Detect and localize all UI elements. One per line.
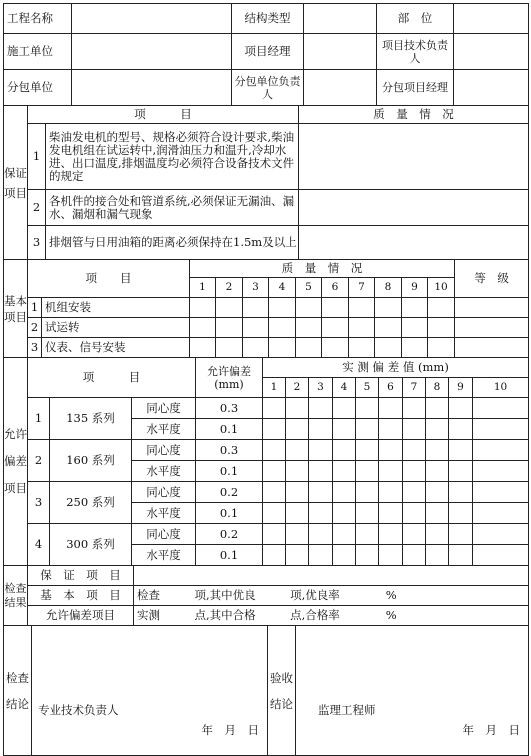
- deviation-col-number: 4: [333, 378, 356, 398]
- deviation-cell[interactable]: [449, 461, 473, 482]
- basic-cell[interactable]: [402, 338, 428, 358]
- check-person-label: 专业技术负责人: [38, 703, 119, 717]
- basic-cell[interactable]: [349, 318, 375, 338]
- basic-side-label: 基本项目: [4, 260, 28, 358]
- deviation-row-value: 0.3: [196, 440, 263, 461]
- deviation-row-name: 水平度: [132, 503, 196, 524]
- check-date-label: 年 月 日: [201, 723, 259, 737]
- basic-cell[interactable]: [190, 338, 216, 358]
- guarantee-side-label: 保证项目: [4, 106, 28, 260]
- basic-cell[interactable]: [269, 318, 296, 338]
- deviation-cell[interactable]: [263, 482, 286, 503]
- deviation-group-series: 300 系列: [50, 524, 132, 566]
- structure-type-value[interactable]: [304, 4, 377, 34]
- deviation-cell[interactable]: [286, 524, 309, 545]
- deviation-cell[interactable]: [473, 503, 529, 524]
- deviation-table: [3, 357, 529, 566]
- basic-grade-cell[interactable]: [455, 318, 529, 338]
- subcontract-unit-label: 分包单位: [4, 70, 72, 106]
- basic-cell[interactable]: [428, 338, 455, 358]
- basic-item-text: 机组安装: [42, 298, 190, 318]
- basic-cell[interactable]: [375, 338, 402, 358]
- deviation-cell[interactable]: [333, 524, 356, 545]
- deviation-cell[interactable]: [426, 398, 449, 419]
- deviation-row-value: 0.3: [196, 398, 263, 419]
- result-table: [3, 565, 529, 626]
- deviation-cell[interactable]: [333, 545, 356, 566]
- deviation-cell[interactable]: [333, 503, 356, 524]
- deviation-cell[interactable]: [286, 545, 309, 566]
- deviation-row-name: 同心度: [132, 398, 196, 419]
- result-allow-label: 允许偏差项目: [28, 606, 134, 626]
- basic-col-number: 2: [216, 278, 243, 298]
- check-conclusion-label: 检查结论: [4, 626, 32, 756]
- deviation-cell[interactable]: [286, 440, 309, 461]
- deviation-cell[interactable]: [449, 503, 473, 524]
- basic-cell[interactable]: [190, 298, 216, 318]
- deviation-cell[interactable]: [403, 398, 426, 419]
- deviation-cell[interactable]: [333, 482, 356, 503]
- deviation-cell[interactable]: [309, 482, 333, 503]
- deviation-cell[interactable]: [356, 440, 379, 461]
- deviation-row-name: 水平度: [132, 419, 196, 440]
- header-table: [3, 3, 529, 106]
- subcontract-manager-label: 分包项目经理: [377, 70, 454, 106]
- deviation-cell[interactable]: [356, 545, 379, 566]
- deviation-cell[interactable]: [449, 398, 473, 419]
- deviation-row-value: 0.2: [196, 482, 263, 503]
- deviation-cell[interactable]: [309, 461, 333, 482]
- result-guarantee-value[interactable]: [134, 566, 529, 586]
- deviation-row-value: 0.1: [196, 419, 263, 440]
- basic-item-no: 2: [28, 318, 42, 338]
- deviation-cell[interactable]: [473, 545, 529, 566]
- project-name-value[interactable]: [72, 4, 232, 34]
- guarantee-quality-cell[interactable]: [299, 190, 529, 226]
- deviation-cell[interactable]: [379, 524, 403, 545]
- deviation-cell[interactable]: [449, 419, 473, 440]
- basic-cell[interactable]: [296, 338, 322, 358]
- result-allow-text: 实测 点,其中合格 点,合格率 %: [134, 606, 529, 626]
- deviation-cell[interactable]: [379, 419, 403, 440]
- basic-item-text: 仪表、信号安装: [42, 338, 190, 358]
- basic-cell[interactable]: [375, 298, 402, 318]
- deviation-row-value: 0.1: [196, 503, 263, 524]
- deviation-cell[interactable]: [473, 419, 529, 440]
- deviation-row-name: 水平度: [132, 461, 196, 482]
- project-manager-label: 项目经理: [232, 34, 304, 70]
- deviation-col-number: 6: [379, 378, 403, 398]
- result-basic-text: 检查 项,其中优良 项,优良率 %: [134, 586, 529, 606]
- deviation-cell[interactable]: [309, 524, 333, 545]
- deviation-cell[interactable]: [379, 398, 403, 419]
- basic-cell[interactable]: [216, 338, 243, 358]
- deviation-allow-header: 允许偏差(mm): [196, 358, 263, 398]
- deviation-cell[interactable]: [286, 398, 309, 419]
- deviation-cell[interactable]: [379, 461, 403, 482]
- deviation-cell[interactable]: [356, 482, 379, 503]
- deviation-cell[interactable]: [309, 545, 333, 566]
- conclusion-table: [3, 625, 529, 756]
- basic-col-number: 7: [349, 278, 375, 298]
- deviation-cell[interactable]: [333, 440, 356, 461]
- deviation-cell[interactable]: [286, 419, 309, 440]
- deviation-group-series: 160 系列: [50, 440, 132, 482]
- check-conclusion-area[interactable]: [32, 626, 268, 756]
- subcontract-manager-value[interactable]: [454, 70, 529, 106]
- deviation-cell[interactable]: [426, 482, 449, 503]
- guarantee-quality-cell[interactable]: [299, 226, 529, 260]
- deviation-cell[interactable]: [379, 482, 403, 503]
- deviation-group-no: 3: [28, 482, 50, 524]
- basic-col-number: 4: [269, 278, 296, 298]
- subcontract-unit-value[interactable]: [72, 70, 232, 106]
- construction-unit-label: 施工单位: [4, 34, 72, 70]
- deviation-item-header: 项 目: [28, 358, 196, 398]
- deviation-cell[interactable]: [449, 482, 473, 503]
- deviation-cell[interactable]: [309, 398, 333, 419]
- deviation-cell[interactable]: [473, 524, 529, 545]
- deviation-cell[interactable]: [449, 524, 473, 545]
- deviation-cell[interactable]: [309, 440, 333, 461]
- deviation-cell[interactable]: [263, 524, 286, 545]
- deviation-cell[interactable]: [403, 419, 426, 440]
- deviation-cell[interactable]: [309, 503, 333, 524]
- basic-cell[interactable]: [322, 338, 349, 358]
- deviation-cell[interactable]: [263, 398, 286, 419]
- deviation-cell[interactable]: [286, 503, 309, 524]
- basic-grade-header: 等 级: [455, 260, 529, 298]
- position-value[interactable]: [454, 4, 529, 34]
- result-side-label: 检查结果: [4, 566, 28, 626]
- guarantee-item-text: 各机件的接合处和管道系统,必须保证无漏油、漏水、漏烟和漏气现象: [46, 190, 299, 226]
- construction-unit-value[interactable]: [72, 34, 232, 70]
- deviation-row-name: 同心度: [132, 440, 196, 461]
- basic-cell[interactable]: [402, 318, 428, 338]
- deviation-cell[interactable]: [403, 503, 426, 524]
- basic-col-number: 1: [190, 278, 216, 298]
- deviation-cell[interactable]: [473, 461, 529, 482]
- deviation-row-value: 0.1: [196, 461, 263, 482]
- deviation-cell[interactable]: [333, 461, 356, 482]
- deviation-cell[interactable]: [263, 440, 286, 461]
- deviation-group-no: 2: [28, 440, 50, 482]
- deviation-cell[interactable]: [426, 419, 449, 440]
- deviation-cell[interactable]: [379, 503, 403, 524]
- deviation-cell[interactable]: [356, 503, 379, 524]
- basic-cell[interactable]: [243, 338, 269, 358]
- deviation-cell[interactable]: [333, 419, 356, 440]
- deviation-cell[interactable]: [286, 482, 309, 503]
- deviation-cell[interactable]: [426, 524, 449, 545]
- deviation-group-series: 135 系列: [50, 398, 132, 440]
- tech-lead-value[interactable]: [454, 34, 529, 70]
- basic-cell[interactable]: [349, 298, 375, 318]
- deviation-cell[interactable]: [426, 440, 449, 461]
- basic-cell[interactable]: [322, 318, 349, 338]
- position-label: 部 位: [377, 4, 454, 34]
- deviation-cell[interactable]: [379, 545, 403, 566]
- deviation-cell[interactable]: [403, 440, 426, 461]
- deviation-col-number: 5: [356, 378, 379, 398]
- deviation-measured-header: 实 测 偏 差 值 (mm): [263, 358, 529, 378]
- deviation-cell[interactable]: [356, 461, 379, 482]
- deviation-cell[interactable]: [356, 398, 379, 419]
- deviation-col-number: 3: [309, 378, 333, 398]
- basic-col-number: 5: [296, 278, 322, 298]
- accept-conclusion-area[interactable]: [296, 626, 529, 756]
- basic-cell[interactable]: [296, 298, 322, 318]
- basic-cell[interactable]: [296, 318, 322, 338]
- basic-col-number: 10: [428, 278, 455, 298]
- basic-cell[interactable]: [375, 318, 402, 338]
- deviation-cell[interactable]: [356, 524, 379, 545]
- basic-grade-cell[interactable]: [455, 298, 529, 318]
- basic-cell[interactable]: [269, 338, 296, 358]
- deviation-side-label: 允许偏差项目: [4, 358, 28, 566]
- deviation-cell[interactable]: [379, 440, 403, 461]
- deviation-row-value: 0.2: [196, 524, 263, 545]
- deviation-cell[interactable]: [473, 398, 529, 419]
- deviation-cell[interactable]: [309, 419, 333, 440]
- deviation-col-number: 2: [286, 378, 309, 398]
- deviation-row-name: 水平度: [132, 545, 196, 566]
- deviation-group-no: 4: [28, 524, 50, 566]
- deviation-cell[interactable]: [356, 419, 379, 440]
- deviation-row-name: 同心度: [132, 482, 196, 503]
- deviation-col-number: 8: [426, 378, 449, 398]
- basic-item-no: 1: [28, 298, 42, 318]
- guarantee-item-no: 1: [28, 124, 46, 190]
- guarantee-item-text: 排烟管与日用油箱的距离必须保持在1.5m及以上: [46, 226, 299, 260]
- guarantee-item-no: 2: [28, 190, 46, 226]
- guarantee-table: [3, 105, 529, 260]
- deviation-cell[interactable]: [426, 503, 449, 524]
- basic-item-header: 项 目: [28, 260, 190, 298]
- basic-cell[interactable]: [243, 298, 269, 318]
- accept-conclusion-label: 验收结论: [268, 626, 296, 756]
- basic-cell[interactable]: [190, 318, 216, 338]
- deviation-cell[interactable]: [473, 440, 529, 461]
- guarantee-quality-header: 质 量 情 况: [299, 106, 529, 124]
- deviation-group-series: 250 系列: [50, 482, 132, 524]
- basic-col-number: 8: [375, 278, 402, 298]
- basic-cell[interactable]: [402, 298, 428, 318]
- deviation-cell[interactable]: [403, 482, 426, 503]
- guarantee-item-header: 项 目: [28, 106, 299, 124]
- deviation-cell[interactable]: [403, 545, 426, 566]
- basic-cell[interactable]: [216, 298, 243, 318]
- basic-col-number: 9: [402, 278, 428, 298]
- deviation-cell[interactable]: [426, 545, 449, 566]
- deviation-row-value: 0.1: [196, 545, 263, 566]
- guarantee-quality-cell[interactable]: [299, 124, 529, 190]
- deviation-col-number: 1: [263, 378, 286, 398]
- basic-cell[interactable]: [322, 298, 349, 318]
- guarantee-item-no: 3: [28, 226, 46, 260]
- basic-quality-header: 质 量 情 况: [190, 260, 455, 278]
- tech-lead-label: 项目技术负责人: [377, 34, 454, 70]
- basic-cell[interactable]: [269, 298, 296, 318]
- deviation-cell[interactable]: [449, 545, 473, 566]
- deviation-col-number: 9: [449, 378, 473, 398]
- deviation-cell[interactable]: [403, 524, 426, 545]
- basic-grade-cell[interactable]: [455, 338, 529, 358]
- basic-cell[interactable]: [216, 318, 243, 338]
- deviation-cell[interactable]: [449, 440, 473, 461]
- deviation-cell[interactable]: [263, 545, 286, 566]
- deviation-cell[interactable]: [286, 461, 309, 482]
- subcontract-lead-label: 分包单位负责人: [232, 70, 304, 106]
- deviation-col-number: 7: [403, 378, 426, 398]
- basic-cell[interactable]: [428, 298, 455, 318]
- accept-date-label: 年 月 日: [462, 723, 520, 737]
- result-basic-label: 基 本 项 目: [28, 586, 134, 606]
- deviation-group-no: 1: [28, 398, 50, 440]
- deviation-cell[interactable]: [426, 461, 449, 482]
- result-guarantee-label: 保 证 项 目: [28, 566, 134, 586]
- basic-col-number: 3: [243, 278, 269, 298]
- basic-col-number: 6: [322, 278, 349, 298]
- deviation-cell[interactable]: [403, 461, 426, 482]
- deviation-cell[interactable]: [263, 503, 286, 524]
- guarantee-item-text: 柴油发电机的型号、规格必须符合设计要求,柴油发电机组在试运转中,润滑油压力和温升,冷却水进、出口温度,排烟温度均必须符合设备技术文件的规定: [46, 124, 299, 190]
- basic-item-no: 3: [28, 338, 42, 358]
- accept-person-label: 监理工程师: [318, 703, 376, 717]
- deviation-cell[interactable]: [473, 482, 529, 503]
- structure-type-label: 结构类型: [232, 4, 304, 34]
- deviation-cell[interactable]: [263, 419, 286, 440]
- project-name-label: 工程名称: [4, 4, 72, 34]
- basic-table: [3, 259, 529, 358]
- deviation-cell[interactable]: [333, 398, 356, 419]
- subcontract-lead-value[interactable]: [304, 70, 377, 106]
- basic-cell[interactable]: [243, 318, 269, 338]
- basic-cell[interactable]: [349, 338, 375, 358]
- deviation-cell[interactable]: [263, 461, 286, 482]
- deviation-row-name: 同心度: [132, 524, 196, 545]
- project-manager-value[interactable]: [304, 34, 377, 70]
- deviation-col-number: 10: [473, 378, 529, 398]
- basic-cell[interactable]: [428, 318, 455, 338]
- basic-item-text: 试运转: [42, 318, 190, 338]
